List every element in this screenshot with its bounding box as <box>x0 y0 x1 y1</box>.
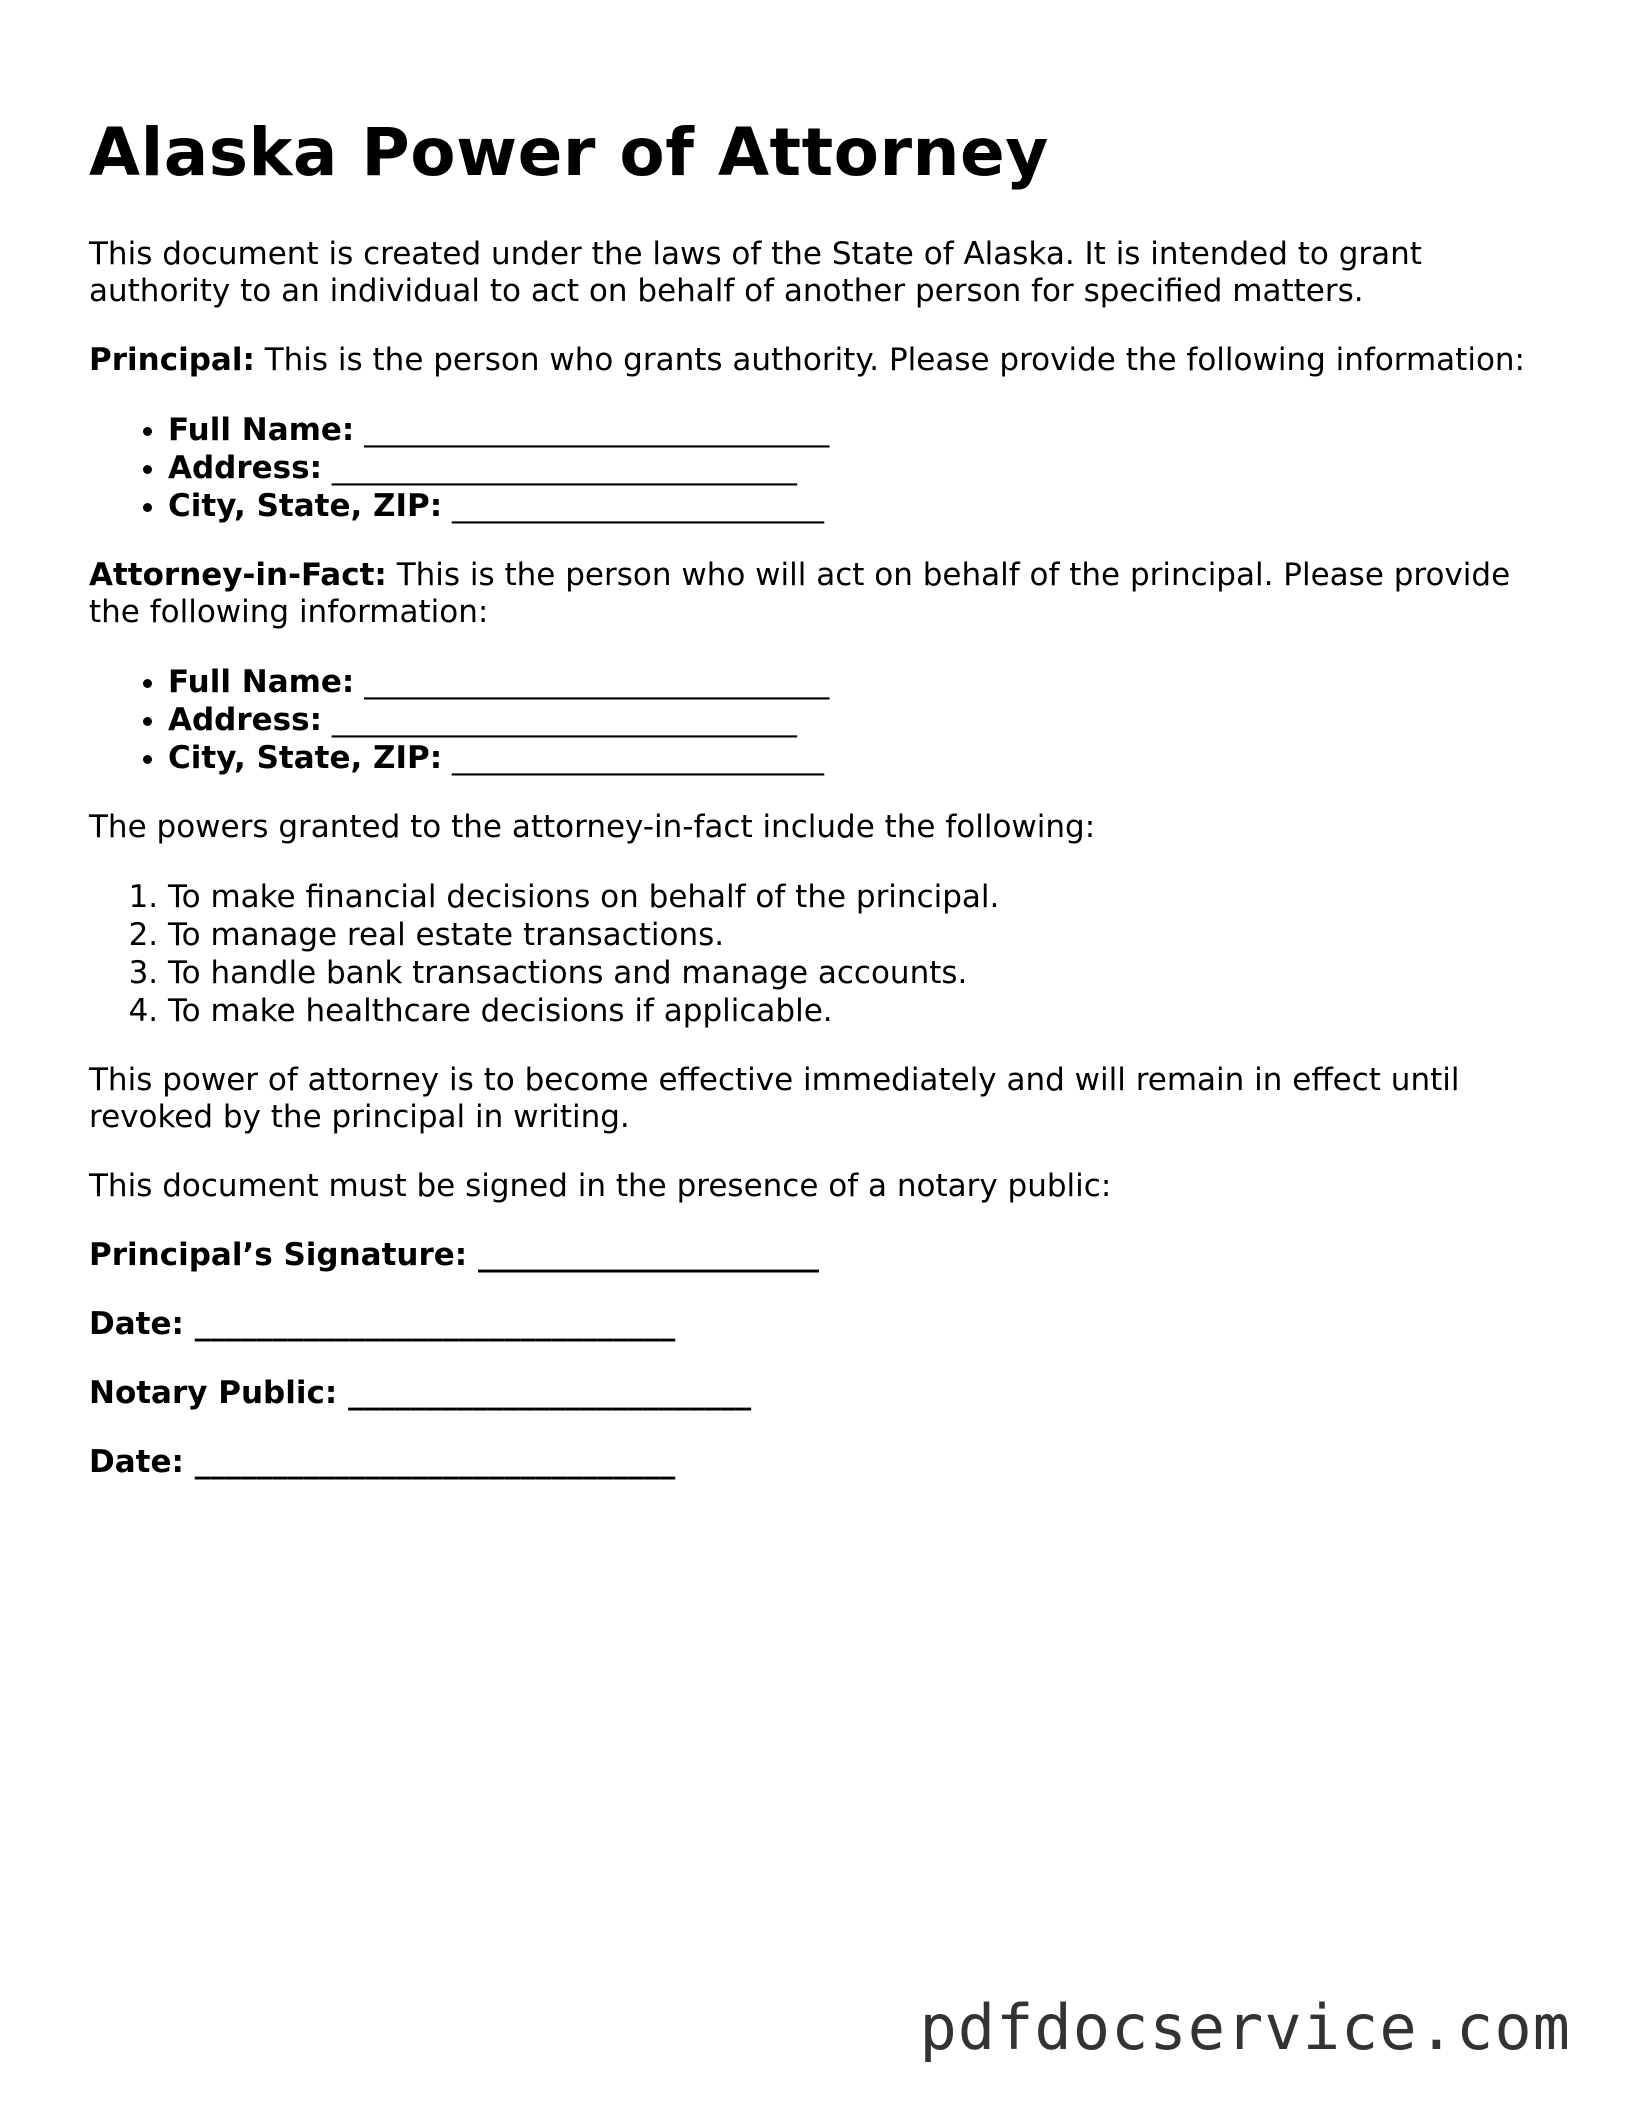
principal-city-state-zip-field[interactable] <box>168 487 1549 525</box>
attorney-fields-list <box>89 663 1549 777</box>
document-page <box>89 110 1549 1513</box>
power-item: 4. To make healthcare decisions if applicable. <box>168 992 1549 1030</box>
field-label: Address: <box>168 450 322 486</box>
power-item: 1. To make financial decisions on behalf of the principal. <box>168 878 1549 916</box>
fill-in-blank[interactable]: ______________________ <box>478 1237 819 1273</box>
fill-in-blank[interactable]: ______________________________ <box>364 664 830 700</box>
signature-label: Notary Public: <box>89 1375 338 1411</box>
fill-in-blank[interactable]: _______________________________ <box>194 1306 676 1342</box>
signature-label: Date: <box>89 1444 184 1480</box>
field-label: Full Name: <box>168 664 355 700</box>
notary-public-line[interactable] <box>89 1375 1549 1412</box>
attorney-text: This is the person who will act on behalf of the principal. Please provide the following information: <box>89 557 1511 630</box>
signature-label: Principal’s Signature: <box>89 1237 468 1273</box>
fill-in-blank[interactable]: ______________________________ <box>364 412 830 448</box>
field-label: Full Name: <box>168 412 355 448</box>
fill-in-blank[interactable]: ______________________________ <box>331 702 797 738</box>
notary-intro: This document must be signed in the presence of a notary public: <box>89 1168 1112 1204</box>
attorney-label: Attorney-in-Fact: <box>89 557 387 593</box>
principal-paragraph <box>89 342 1549 379</box>
fill-in-blank[interactable]: ________________________ <box>452 488 825 524</box>
document-title: Alaska Power of Attorney <box>89 114 1049 191</box>
principal-full-name-field[interactable] <box>168 411 1549 449</box>
effective-paragraph: This power of attorney is to become effective immediately and will remain in effect until revoked by the principal in writing. <box>89 1062 1460 1135</box>
principal-address-field[interactable] <box>168 449 1549 487</box>
principal-text: This is the person who grants authority. Please provide the following information: <box>264 342 1526 378</box>
intro-paragraph: This document is created under the laws of the State of Alaska. It is intended to grant authority to an individual to act on behalf of another person for specified matters. <box>89 236 1422 309</box>
attorney-address-field[interactable] <box>168 701 1549 739</box>
field-label: City, State, ZIP: <box>168 740 443 776</box>
principal-date-line[interactable] <box>89 1306 1549 1343</box>
field-label: City, State, ZIP: <box>168 488 443 524</box>
fill-in-blank[interactable]: ______________________________ <box>331 450 797 486</box>
attorney-city-state-zip-field[interactable] <box>168 739 1549 777</box>
field-label: Address: <box>168 702 322 738</box>
watermark: pdfdocservice.com <box>919 1991 1571 2064</box>
attorney-paragraph <box>89 557 1549 631</box>
fill-in-blank[interactable]: __________________________ <box>348 1375 752 1411</box>
fill-in-blank[interactable]: _______________________________ <box>194 1444 676 1480</box>
fill-in-blank[interactable]: ________________________ <box>452 740 825 776</box>
power-item: 2. To manage real estate transactions. <box>168 916 1549 954</box>
principal-fields-list <box>89 411 1549 525</box>
power-item: 3. To handle bank transactions and manage accounts. <box>168 954 1549 992</box>
signature-label: Date: <box>89 1306 184 1342</box>
attorney-full-name-field[interactable] <box>168 663 1549 701</box>
notary-date-line[interactable] <box>89 1444 1549 1481</box>
powers-intro: The powers granted to the attorney-in-fact include the following: <box>89 809 1096 845</box>
principal-label: Principal: <box>89 342 255 378</box>
powers-list <box>89 878 1549 1030</box>
principal-signature-line[interactable] <box>89 1237 1549 1274</box>
